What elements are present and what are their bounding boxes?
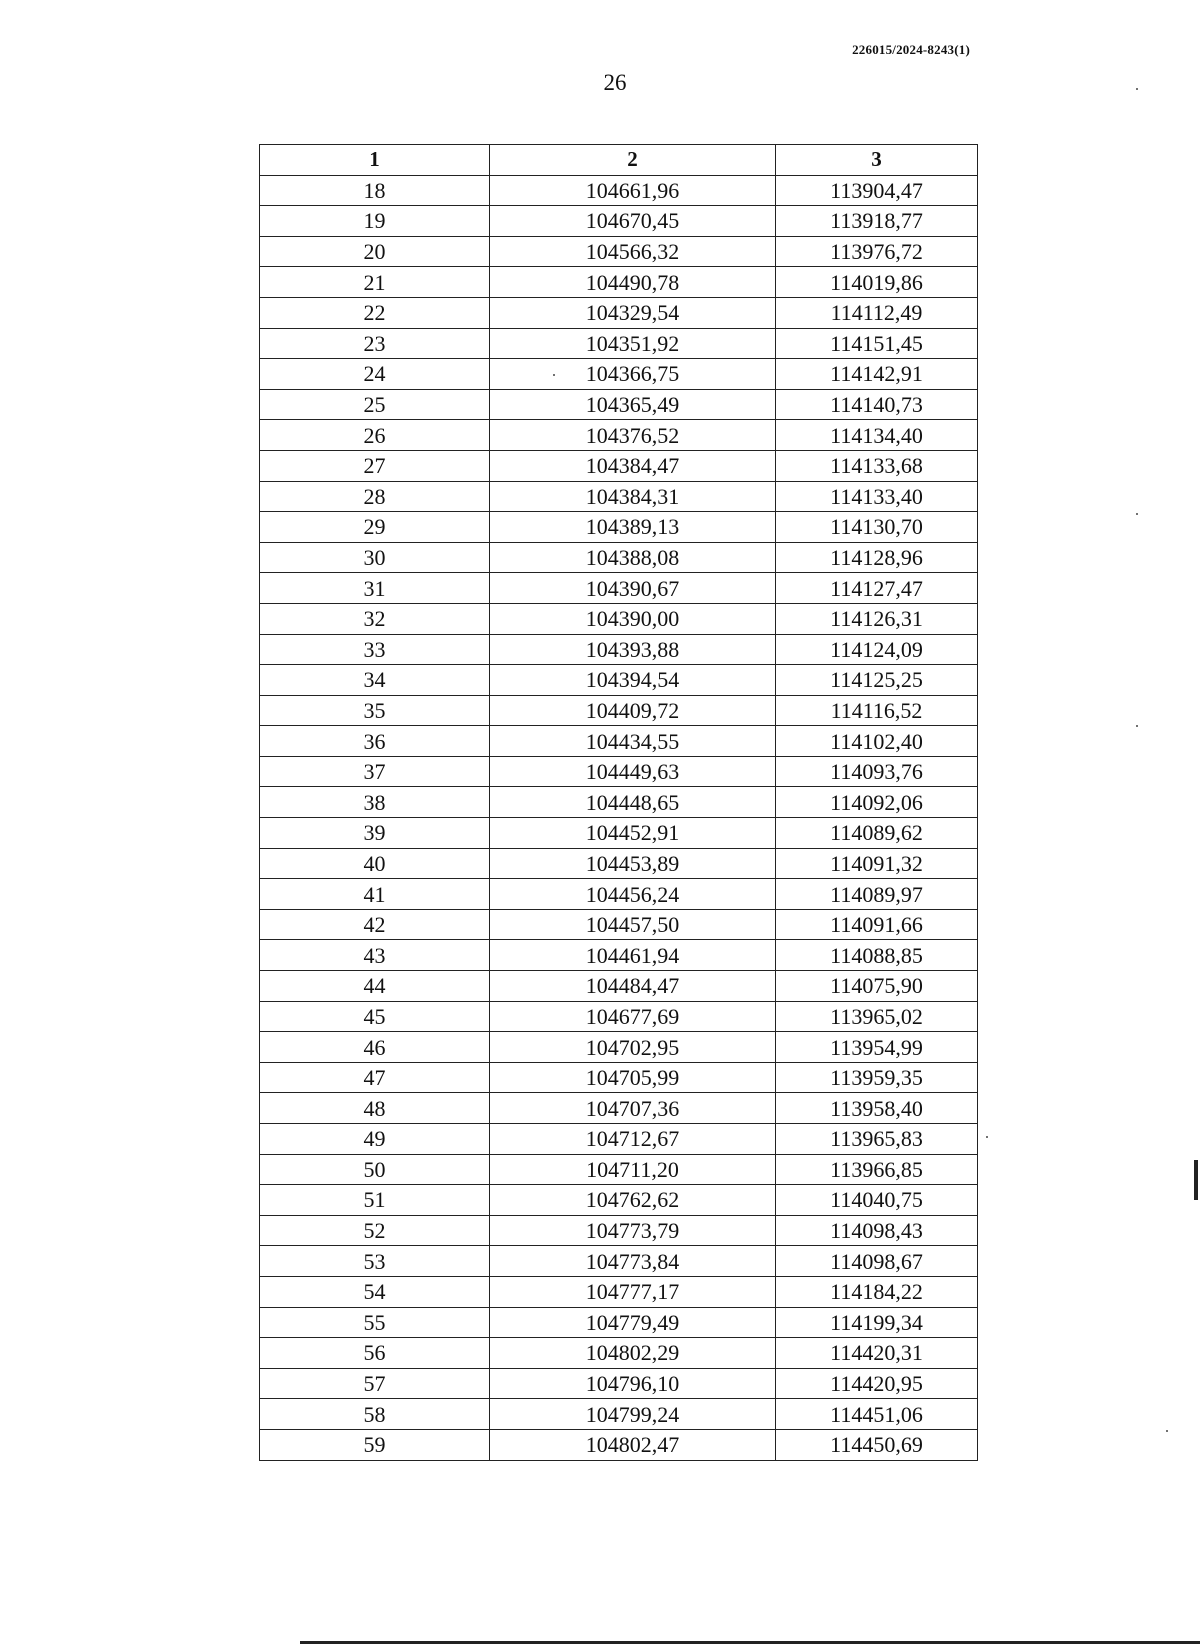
scan-speck <box>1166 1430 1168 1432</box>
table-cell-col2: 104376,52 <box>490 420 776 451</box>
table-cell-col1: 29 <box>260 512 490 543</box>
table-row <box>260 1338 978 1369</box>
table-cell-col2: 104773,79 <box>490 1215 776 1246</box>
table-cell-col3: 114089,97 <box>776 879 978 910</box>
table-cell-col2: 104452,91 <box>490 818 776 849</box>
table-header <box>260 145 978 176</box>
table-cell-col3: 114130,70 <box>776 512 978 543</box>
table-body <box>260 175 978 1460</box>
table-cell-col3: 114133,40 <box>776 481 978 512</box>
table-row <box>260 634 978 665</box>
table-cell-col2: 104384,47 <box>490 450 776 481</box>
table-row <box>260 512 978 543</box>
table-row <box>260 971 978 1002</box>
table-row <box>260 756 978 787</box>
table-cell-col1: 24 <box>260 359 490 390</box>
table-row <box>260 940 978 971</box>
table-cell-col1: 57 <box>260 1368 490 1399</box>
table-cell-col3: 114089,62 <box>776 818 978 849</box>
table-row <box>260 848 978 879</box>
table-cell-col3: 114451,06 <box>776 1399 978 1430</box>
table-row <box>260 1185 978 1216</box>
table-cell-col3: 114112,49 <box>776 297 978 328</box>
table-cell-col3: 114093,76 <box>776 756 978 787</box>
table-row <box>260 818 978 849</box>
table-cell-col2: 104390,00 <box>490 603 776 634</box>
table-cell-col2: 104448,65 <box>490 787 776 818</box>
table-cell-col3: 113965,02 <box>776 1001 978 1032</box>
table-cell-col2: 104779,49 <box>490 1307 776 1338</box>
table-cell-col2: 104802,47 <box>490 1429 776 1460</box>
table-cell-col3: 114142,91 <box>776 359 978 390</box>
table-row <box>260 481 978 512</box>
table-cell-col2: 104351,92 <box>490 328 776 359</box>
page-number: 26 <box>603 70 627 95</box>
scan-speck <box>986 1136 988 1138</box>
table-row <box>260 879 978 910</box>
table-cell-col2: 104762,62 <box>490 1185 776 1216</box>
scan-edge-mark <box>1194 1160 1198 1200</box>
table-row <box>260 420 978 451</box>
table-cell-col1: 18 <box>260 175 490 206</box>
table-cell-col3: 114075,90 <box>776 971 978 1002</box>
table-cell-col1: 37 <box>260 756 490 787</box>
table-cell-col3: 114199,34 <box>776 1307 978 1338</box>
table-cell-col1: 44 <box>260 971 490 1002</box>
table-cell-col3: 114420,95 <box>776 1368 978 1399</box>
table-row <box>260 236 978 267</box>
table-cell-col1: 31 <box>260 573 490 604</box>
table-cell-col2: 104409,72 <box>490 695 776 726</box>
table-cell-col2: 104456,24 <box>490 879 776 910</box>
table-cell-col3: 113904,47 <box>776 175 978 206</box>
table-cell-col2: 104799,24 <box>490 1399 776 1430</box>
table-cell-col1: 49 <box>260 1124 490 1155</box>
column-header-2: 2 <box>490 145 776 176</box>
table-cell-col1: 28 <box>260 481 490 512</box>
table-cell-col1: 54 <box>260 1276 490 1307</box>
table-cell-col3: 114091,32 <box>776 848 978 879</box>
table-cell-col3: 114133,68 <box>776 450 978 481</box>
table-row <box>260 1062 978 1093</box>
table-cell-col2: 104777,17 <box>490 1276 776 1307</box>
table-cell-col2: 104457,50 <box>490 909 776 940</box>
table-cell-col1: 33 <box>260 634 490 665</box>
table-cell-col2: 104461,94 <box>490 940 776 971</box>
table-cell-col2: 104702,95 <box>490 1032 776 1063</box>
table-cell-col3: 114125,25 <box>776 665 978 696</box>
table-row <box>260 297 978 328</box>
table-cell-col1: 27 <box>260 450 490 481</box>
table-cell-col1: 23 <box>260 328 490 359</box>
table-cell-col3: 114450,69 <box>776 1429 978 1460</box>
table-cell-col1: 58 <box>260 1399 490 1430</box>
table-cell-col3: 114098,67 <box>776 1246 978 1277</box>
table-cell-col2: 104677,69 <box>490 1001 776 1032</box>
table-cell-col3: 114116,52 <box>776 695 978 726</box>
table-cell-col1: 50 <box>260 1154 490 1185</box>
coordinates-table <box>259 144 978 1461</box>
table-cell-col1: 22 <box>260 297 490 328</box>
table-cell-col3: 114126,31 <box>776 603 978 634</box>
table-row <box>260 175 978 206</box>
table-cell-col1: 21 <box>260 267 490 298</box>
table-cell-col2: 104796,10 <box>490 1368 776 1399</box>
table-cell-col3: 114040,75 <box>776 1185 978 1216</box>
table-cell-col2: 104661,96 <box>490 175 776 206</box>
table-cell-col2: 104389,13 <box>490 512 776 543</box>
table-cell-col1: 32 <box>260 603 490 634</box>
table-cell-col3: 114128,96 <box>776 542 978 573</box>
table-cell-col1: 35 <box>260 695 490 726</box>
table-row <box>260 1032 978 1063</box>
table-cell-col3: 114098,43 <box>776 1215 978 1246</box>
table-cell-col2: 104802,29 <box>490 1338 776 1369</box>
table-row <box>260 542 978 573</box>
table-cell-col2: 104566,32 <box>490 236 776 267</box>
table-cell-col1: 39 <box>260 818 490 849</box>
table-cell-col3: 113965,83 <box>776 1124 978 1155</box>
table-cell-col3: 114127,47 <box>776 573 978 604</box>
table-row <box>260 787 978 818</box>
table-row <box>260 328 978 359</box>
table-cell-col1: 36 <box>260 726 490 757</box>
table-cell-col2: 104388,08 <box>490 542 776 573</box>
table-row <box>260 1246 978 1277</box>
table-cell-col1: 40 <box>260 848 490 879</box>
table-row <box>260 726 978 757</box>
table-row <box>260 909 978 940</box>
table-cell-col3: 114091,66 <box>776 909 978 940</box>
table-row <box>260 603 978 634</box>
table-cell-col3: 113976,72 <box>776 236 978 267</box>
table-cell-col3: 113918,77 <box>776 206 978 237</box>
table-row <box>260 1093 978 1124</box>
scan-speck <box>1136 513 1138 515</box>
table-cell-col1: 46 <box>260 1032 490 1063</box>
table-cell-col2: 104773,84 <box>490 1246 776 1277</box>
table-cell-col1: 19 <box>260 206 490 237</box>
table-cell-col1: 38 <box>260 787 490 818</box>
table-row <box>260 695 978 726</box>
table-cell-col3: 114134,40 <box>776 420 978 451</box>
document-id: 226015/2024-8243(1) <box>852 42 970 57</box>
table-cell-col1: 43 <box>260 940 490 971</box>
table-cell-col1: 59 <box>260 1429 490 1460</box>
table-cell-col3: 114140,73 <box>776 389 978 420</box>
table-cell-col3: 114124,09 <box>776 634 978 665</box>
table-row <box>260 267 978 298</box>
table-cell-col2: 104365,49 <box>490 389 776 420</box>
table-cell-col3: 114151,45 <box>776 328 978 359</box>
table-cell-col3: 114088,85 <box>776 940 978 971</box>
table-cell-col1: 42 <box>260 909 490 940</box>
table-cell-col1: 30 <box>260 542 490 573</box>
table-cell-col2: 104329,54 <box>490 297 776 328</box>
scan-speck <box>553 374 555 376</box>
column-header-3: 3 <box>776 145 978 176</box>
scan-speck <box>1136 725 1138 727</box>
table-cell-col1: 55 <box>260 1307 490 1338</box>
table-cell-col2: 104490,78 <box>490 267 776 298</box>
table-cell-col2: 104705,99 <box>490 1062 776 1093</box>
table-cell-col1: 45 <box>260 1001 490 1032</box>
table-cell-col1: 26 <box>260 420 490 451</box>
table-cell-col2: 104711,20 <box>490 1154 776 1185</box>
table-cell-col3: 113958,40 <box>776 1093 978 1124</box>
table-cell-col2: 104453,89 <box>490 848 776 879</box>
table-cell-col1: 52 <box>260 1215 490 1246</box>
table-row <box>260 206 978 237</box>
table-row <box>260 1429 978 1460</box>
table-row <box>260 1124 978 1155</box>
table-cell-col2: 104484,47 <box>490 971 776 1002</box>
table-cell-col1: 47 <box>260 1062 490 1093</box>
table-row <box>260 1276 978 1307</box>
table-cell-col2: 104393,88 <box>490 634 776 665</box>
table-cell-col2: 104670,45 <box>490 206 776 237</box>
table-cell-col2: 104449,63 <box>490 756 776 787</box>
table-row <box>260 1001 978 1032</box>
table-cell-col2: 104390,67 <box>490 573 776 604</box>
table-row <box>260 359 978 390</box>
header-row <box>260 145 978 176</box>
table-cell-col3: 113966,85 <box>776 1154 978 1185</box>
table-cell-col2: 104394,54 <box>490 665 776 696</box>
table-row <box>260 450 978 481</box>
table-cell-col1: 51 <box>260 1185 490 1216</box>
table-cell-col3: 114092,06 <box>776 787 978 818</box>
table-row <box>260 1215 978 1246</box>
table-cell-col2: 104366,75 <box>490 359 776 390</box>
table-cell-col1: 25 <box>260 389 490 420</box>
table-cell-col3: 114420,31 <box>776 1338 978 1369</box>
table-row <box>260 1154 978 1185</box>
table-cell-col1: 56 <box>260 1338 490 1369</box>
table-cell-col3: 114019,86 <box>776 267 978 298</box>
table-cell-col3: 113954,99 <box>776 1032 978 1063</box>
table-cell-col2: 104707,36 <box>490 1093 776 1124</box>
table-cell-col3: 113959,35 <box>776 1062 978 1093</box>
table-row <box>260 1368 978 1399</box>
table-cell-col1: 20 <box>260 236 490 267</box>
table-cell-col3: 114102,40 <box>776 726 978 757</box>
table-cell-col2: 104434,55 <box>490 726 776 757</box>
table-cell-col3: 114184,22 <box>776 1276 978 1307</box>
column-header-1: 1 <box>260 145 490 176</box>
table-cell-col2: 104384,31 <box>490 481 776 512</box>
table-row <box>260 1307 978 1338</box>
table-row <box>260 573 978 604</box>
table-cell-col1: 48 <box>260 1093 490 1124</box>
table-row <box>260 665 978 696</box>
table-cell-col1: 53 <box>260 1246 490 1277</box>
table-cell-col2: 104712,67 <box>490 1124 776 1155</box>
table-row <box>260 1399 978 1430</box>
scan-speck <box>1136 88 1138 90</box>
table-cell-col1: 41 <box>260 879 490 910</box>
table-cell-col1: 34 <box>260 665 490 696</box>
table-row <box>260 389 978 420</box>
